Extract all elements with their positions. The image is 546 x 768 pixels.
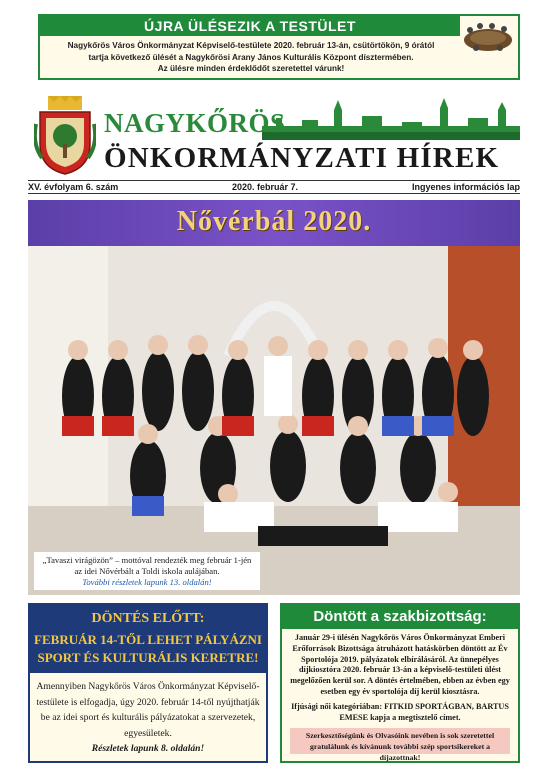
grant-article	[28, 603, 268, 763]
notice-text	[46, 40, 456, 75]
caption-line-1: „Tavaszi virágözön” – mottóval rendezték meg február 1-jén	[42, 555, 252, 565]
grant-headline: FEBRUÁR 14-TŐL LEHET PÁLYÁZNI SPORT ÉS KULTURÁLIS KERETRE!	[34, 632, 262, 665]
committee-headline: Döntött a szakbizottság:	[282, 605, 518, 629]
caption-more-link[interactable]: További részletek lapunk 13. oldalán!	[82, 577, 212, 587]
council-table-icon	[462, 20, 514, 54]
grant-text: Amennyiben Nagykőrös Város Önkormányzat Képviselő-testülete is elfogadja, úgy 2020. február 14-től nyújthatják be az idei sport és kulturális pályázatokat a szervezetek, egyesületek.	[36, 681, 260, 739]
group-photo	[28, 246, 520, 595]
committee-congrats: Szerkesztőségünk és Olvasóink nevében is sok szeretettel gratulálunk és kívánunk további szép sportsikereket a díjazottnak!	[290, 728, 510, 754]
committee-text: Január 29-i ülésén Nagykőrös Város Önkormányzat Emberi Erőforrások Bizottsága átruházott hatáskörben döntött az Év Sportolója 2019. pályázatok elbírálásáról. Az ünnepélyes díjkiosztóra 2020. február 13-án a képviselő-testületi ülést megelőzően kerül sor. A döntés értelmében, ebben az évben egy esetben egy év sportolója díj kerül kiosztásra.	[290, 633, 510, 696]
hero-title-band	[28, 200, 520, 246]
notice-title: ÚJRA ÜLÉSEZIK A TESTÜLET	[40, 16, 460, 36]
masthead-title-paper: ÖNKORMÁNYZATI HÍREK	[104, 142, 500, 174]
issue-date: 2020. február 7.	[232, 182, 299, 192]
grant-header	[30, 605, 266, 673]
notice-line-3: Az ülésre minden érdeklődőt szeretettel várunk!	[157, 64, 345, 73]
grant-body	[36, 679, 260, 757]
grant-more-link[interactable]: Részletek lapunk 8. oldalán!	[91, 743, 205, 754]
issue-tagline: Ingyenes információs lap	[411, 182, 520, 192]
notice-line-2: tartja következő ülését a Nagykőrösi Arany János Kulturális Központ dísztermében.	[88, 52, 414, 62]
hero-article	[28, 200, 520, 595]
issue-number: XV. évfolyam 6. szám	[28, 182, 119, 192]
masthead	[0, 90, 546, 180]
meeting-notice	[38, 14, 520, 80]
committee-award: Ifjúsági női kategóriában: FITKID SPORTÁGBAN, BARTUS EMESE kapja a megtisztelő címet.	[291, 702, 509, 722]
committee-article	[280, 603, 520, 763]
grant-kicker: DÖNTÉS ELŐTT:	[91, 611, 205, 626]
masthead-title-town: NAGYKŐRÖS	[104, 108, 286, 138]
coat-of-arms-logo	[34, 94, 96, 176]
notice-line-1: Nagykőrös Város Önkormányzat Képviselő-testülete 2020. február 13-án, csütörtökön, 9 órától	[67, 41, 435, 50]
hero-title: Nővérbál 2020.	[176, 206, 372, 237]
photo-caption	[34, 552, 260, 590]
town-skyline-illustration	[262, 96, 520, 140]
caption-line-2: az idei Nővérbált a Toldi iskola aulájában.	[74, 566, 220, 576]
issue-bar	[28, 180, 520, 194]
